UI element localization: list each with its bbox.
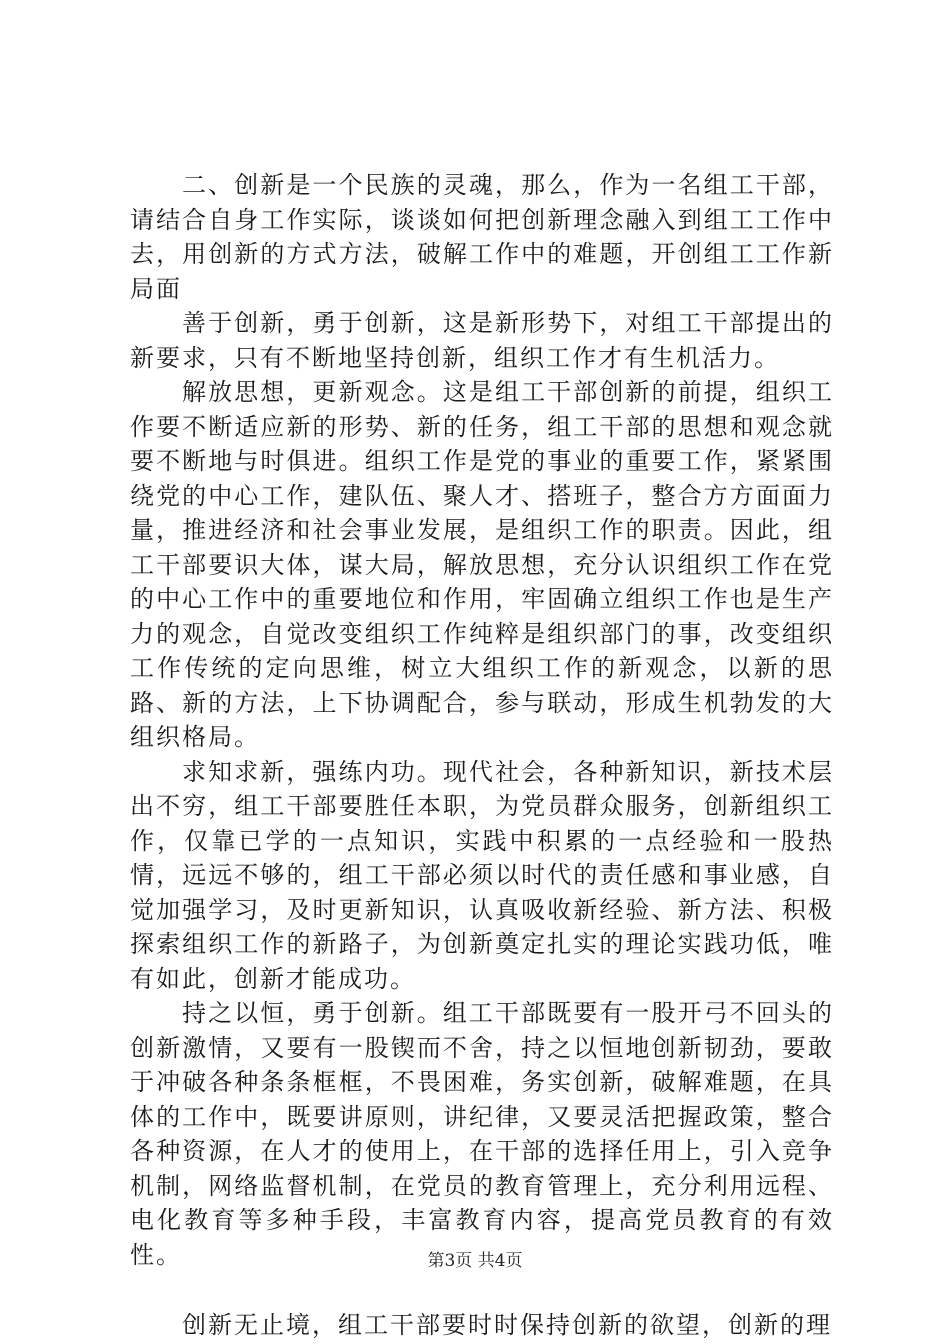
page-number-footer: 第3页 共4页: [427, 1251, 523, 1271]
question-paragraph: 二、创新是一个民族的灵魂，那么，作为一名组工干部，请结合自身工作实际，谈谈如何把创新理念融入到组工工作中去，用创新的方式方法，破解工作中的难题，开创组工工作新局面: [130, 171, 834, 303]
body-paragraph-perseverance: 持之以恒，勇于创新。组工干部既要有一股开弓不回头的创新激情，又要有一股锲而不舍，持之以恒地创新韧劲，要敢于冲破各种条条框框，不畏困难，务实创新，破解难题，在具体的工作中，既要讲原则，讲纪律，又要灵活把握政策，整合各种资源，在人才的使用上，在干部的选择任用上，引入竞争机制，网络监督机制，在党员的教育管理上，充分利用远程、电化教育等多种手段，丰富教育内容，提高党员教育的有效性。: [130, 999, 834, 1269]
document-body: [130, 168, 834, 1343]
body-paragraph-thinking: 解放思想，更新观念。这是组工干部创新的前提，组织工作要不断适应新的形势、新的任务，组工干部的思想和观念就要不断地与时俱进。组织工作是党的事业的重要工作，紧紧围绕党的中心工作，建队伍、聚人才、搭班子，整合方方面面力量，推进经济和社会事业发展，是组织工作的职责。因此，组工干部要识大体，谋大局，解放思想，充分认识组织工作在党的中心工作中的重要地位和作用，牢固确立组织工作也是生产力的观念，自觉改变组织工作纯粹是组织部门的事，改变组织工作传统的定向思维，树立大组织工作的新观念，以新的思路、新的方法，上下协调配合，参与联动，形成生机勃发的大组织格局。: [130, 378, 834, 751]
body-paragraph-conclusion: 创新无止境，组工干部要时时保持创新的欲望，创新的理: [182, 1311, 832, 1339]
body-paragraph-learning: 求知求新，强练内功。现代社会，各种新知识，新技术层出不穷，组工干部要胜任本职，为党员群众服务，创新组织工作，仅靠已学的一点知识，实践中积累的一点经验和一股热情，远远不够的，组工干部必须以时代的责任感和事业感，自觉加强学习，及时更新知识，认真吸收新经验、新方法、积极探索组织工作的新路子，为创新奠定扎实的理论实践功低，唯有如此，创新才能成功。: [130, 757, 834, 993]
body-paragraph-intro: 善于创新，勇于创新，这是新形势下，对组工干部提出的新要求，只有不断地坚持创新，组织工作才有生机活力。: [130, 309, 834, 372]
